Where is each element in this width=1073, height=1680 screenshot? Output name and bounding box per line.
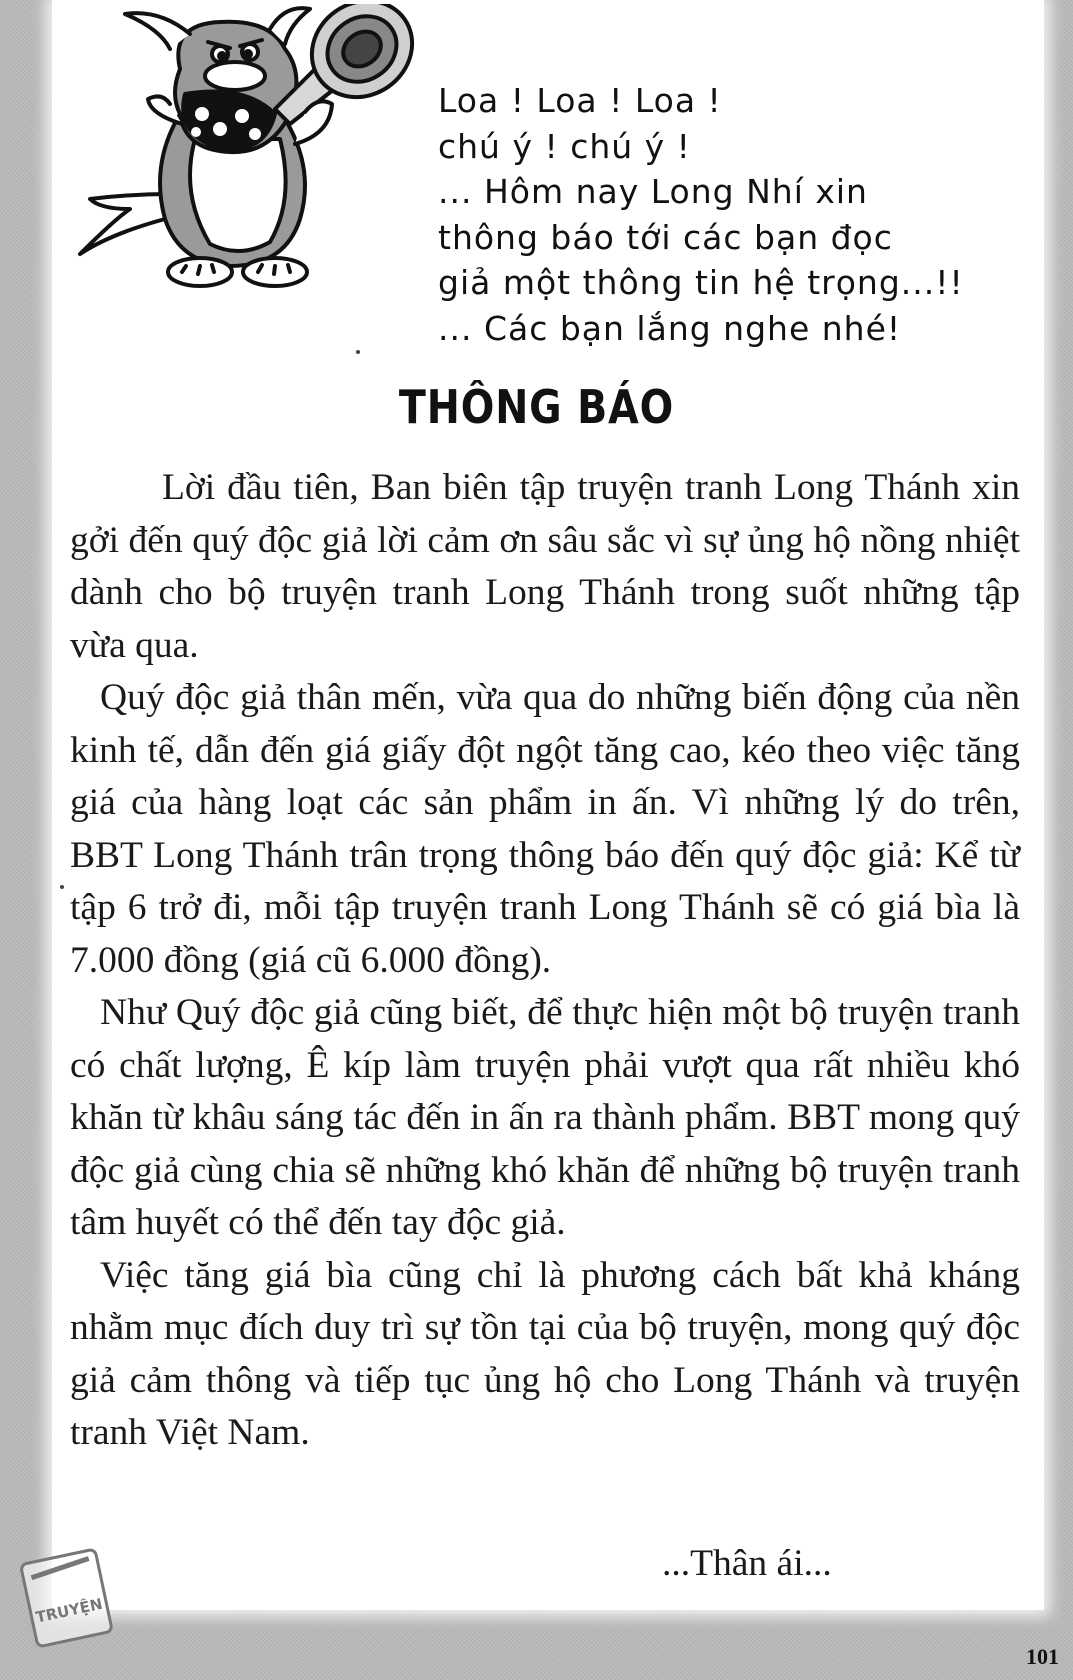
paragraph: Việc tăng giá bìa cũng chỉ là phương cách bất khả kháng nhằm mục đích duy trì sự tồn tại của bộ truyện, mong quý độc giả cảm thông và tiếp tục ủng hộ cho Long Thánh và truyện tranh Việt Nam. xyxy=(70,1254,1020,1453)
signoff: ...Thân ái... xyxy=(662,1543,832,1584)
speech-line: ... Hôm nay Long Nhí xin xyxy=(438,172,868,211)
ink-speck xyxy=(356,350,360,354)
paragraph: Lời đầu tiên, Ban biên tập truyện tranh Long Thánh xin gởi đến quý độc giả lời cảm ơn sâu sắc vì sự ủng hộ nồng nhiệt dành cho bộ truyện tranh Long Thánh trong suốt những tập vừa qua. xyxy=(70,467,1020,666)
speech-text xyxy=(438,78,1038,351)
speech-line: giả một thông tin hệ trọng...!! xyxy=(438,263,964,302)
speech-line: ... Các bạn lắng nghe nhé! xyxy=(438,308,902,348)
watermark-logo xyxy=(6,1536,126,1654)
paragraph: Như Quý độc giả cũng biết, để thực hiện một bộ truyện tranh có chất lượng, Ê kíp làm truyện phải vượt qua rất nhiều khó khăn từ khâu sáng tác đến in ấn ra thành phẩm. BBT mong quý độc giả cùng chia sẽ những khó khăn để những bộ truyện tranh tâm huyết có thể đến tay độc giả. xyxy=(70,992,1020,1243)
notice-body xyxy=(70,462,1020,1460)
paragraph: Quý độc giả thân mến, vừa qua do những biến động của nền kinh tế, dẫn đến giá giấy đột ngột tăng cao, kéo theo việc tăng giá của hàng loạt các sản phẩm in ấn. Vì những lý do trên, BBT Long Thánh trân trọng thông báo đến quý độc giả: Kể từ tập 6 trở đi, mỗi tập truyện tranh Long Thánh sẽ có giá bìa là 7.000 đồng (giá cũ 6.000 đồng). xyxy=(70,677,1020,981)
speech-line: chú ý ! chú ý ! xyxy=(438,126,691,166)
speech-line: thông báo tới các bạn đọc xyxy=(438,217,893,257)
page-number: 101 xyxy=(1026,1644,1059,1669)
ink-speck xyxy=(60,885,64,889)
speech-line: Loa ! Loa ! Loa ! xyxy=(438,81,722,120)
dragon-megaphone-illustration xyxy=(70,4,440,304)
watermark-text: TRUYỆN xyxy=(34,1594,105,1627)
notice-title: THÔNG BÁO xyxy=(398,380,675,434)
